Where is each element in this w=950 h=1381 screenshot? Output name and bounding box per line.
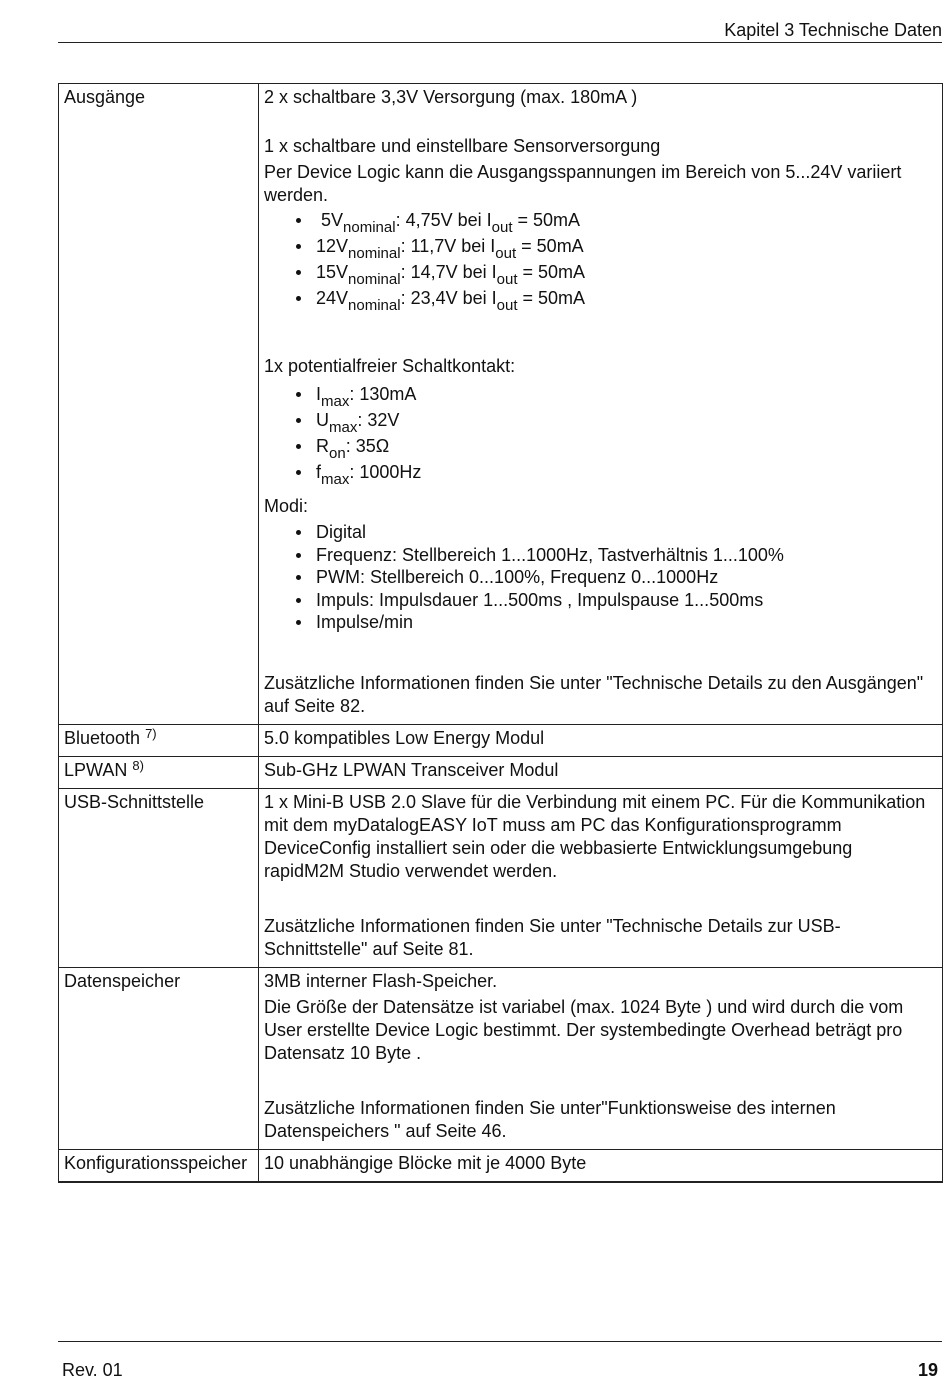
outputs-info: Zusätzliche Informationen finden Sie unter "Technische Details zu den Ausgängen" auf Seite 82.: [264, 672, 924, 716]
storage-desc: Die Größe der Datensätze ist variabel (max. 1024 Byte ) und wird durch die vom User erstellte Device Logic bestimmt. Der systembedingte Overhead beträgt pro Datensatz 10 Byte .: [264, 996, 904, 1063]
row-value: [259, 84, 943, 725]
row-value: 10 unabhängige Blöcke mit je 4000 Byte: [259, 1149, 943, 1182]
spec-table: [58, 83, 943, 1183]
list-item: Digital: [316, 521, 937, 544]
footnote-ref: 7): [145, 725, 157, 741]
row-value: [259, 967, 943, 1149]
list-item: $U_{max}$: 32V: [316, 407, 937, 433]
footnote-ref: 8): [132, 757, 144, 773]
row-value: 5.0 kompatibles Low Energy Modul: [259, 724, 943, 756]
contact-title: 1x potentialfreier Schaltkontakt:: [264, 356, 516, 376]
list-item: $f_{max}$: 1000Hz: [316, 459, 937, 485]
modi-title: Modi:: [264, 496, 309, 516]
footer-divider: [58, 1341, 942, 1342]
table-row-konfig: [59, 1149, 943, 1182]
sensor-title: 1 x schaltbare und einstellbare Sensorversorgung: [264, 136, 661, 156]
revision-label: Rev. 01: [62, 1360, 123, 1380]
row-label: LPWAN $^{8)}$: [59, 756, 259, 788]
table-row-lpwan: [59, 756, 943, 788]
row-label: Konfigurationsspeicher: [59, 1149, 259, 1182]
list-item: Impulse/min: [316, 611, 937, 634]
page-number: 19: [917, 1360, 938, 1380]
table-row-bluetooth: [59, 724, 943, 756]
modi-list: [264, 521, 937, 634]
storage-line: 3MB interner Flash-Speicher.: [264, 970, 498, 991]
list-item: $12V_{nominal}$: 11,7V bei $I_{out} = 50mA$: [316, 233, 937, 259]
row-value: Sub-GHz LPWAN Transceiver Modul: [259, 756, 943, 788]
row-label: Datenspeicher: [59, 967, 259, 1149]
supply-line: 2 x schaltbare 3,3V Versorgung (max. 180mA ): [264, 87, 638, 107]
row-label: Bluetooth $^{7)}$: [59, 724, 259, 756]
list-item: PWM: Stellbereich 0...100%, Frequenz 0...1000Hz: [316, 566, 937, 589]
list-item: Frequenz: Stellbereich 1...1000Hz, Tastverhältnis 1...100%: [316, 544, 937, 567]
list-item: $I_{max}$: 130mA: [316, 381, 937, 407]
table-row-datenspeicher: [59, 967, 943, 1149]
usb-info: Zusätzliche Informationen finden Sie unter "Technische Details zur USB-Schnittstelle" auf Seite 81.: [264, 915, 841, 959]
list-item: $5V_{nominal}$: 4,75V bei $I_{out} = 50mA$: [316, 207, 937, 233]
table-row-usb: [59, 788, 943, 967]
usb-desc: 1 x Mini-B USB 2.0 Slave für die Verbindung mit einem PC. Für die Kommunikation mit dem myDatalogEASY IoT muss am PC das Konfigurationsprogramm DeviceConfig installiert sein oder die webbasierte Entwicklungsumgebung rapidM2M Studio verwendet werden.: [264, 791, 926, 881]
list-item: $24V_{nominal}$: 23,4V bei $I_{out} = 50mA$: [316, 285, 937, 311]
header-divider: [58, 42, 942, 43]
list-item: $R_{on}$: 35Ω: [316, 433, 937, 459]
voltage-list: [264, 207, 937, 314]
storage-info: Zusätzliche Informationen finden Sie unter"Funktionsweise des internen Datenspeichers " auf Seite 46.: [264, 1097, 836, 1141]
contact-list: [264, 381, 937, 488]
row-label: USB-Schnittstelle: [59, 788, 259, 967]
list-item: Impuls: Impulsdauer 1...500ms , Impulspause 1...500ms: [316, 589, 937, 612]
row-label: Ausgänge: [59, 84, 259, 725]
list-item: $15V_{nominal}$: 14,7V bei $I_{out} = 50mA$: [316, 259, 937, 285]
chapter-title: Kapitel 3 Technische Daten: [724, 20, 942, 40]
row-value: [259, 788, 943, 967]
table-row-ausgaenge: [59, 84, 943, 725]
sensor-desc: Per Device Logic kann die Ausgangsspannungen im Bereich von 5...24V variiert werden.: [264, 162, 902, 205]
